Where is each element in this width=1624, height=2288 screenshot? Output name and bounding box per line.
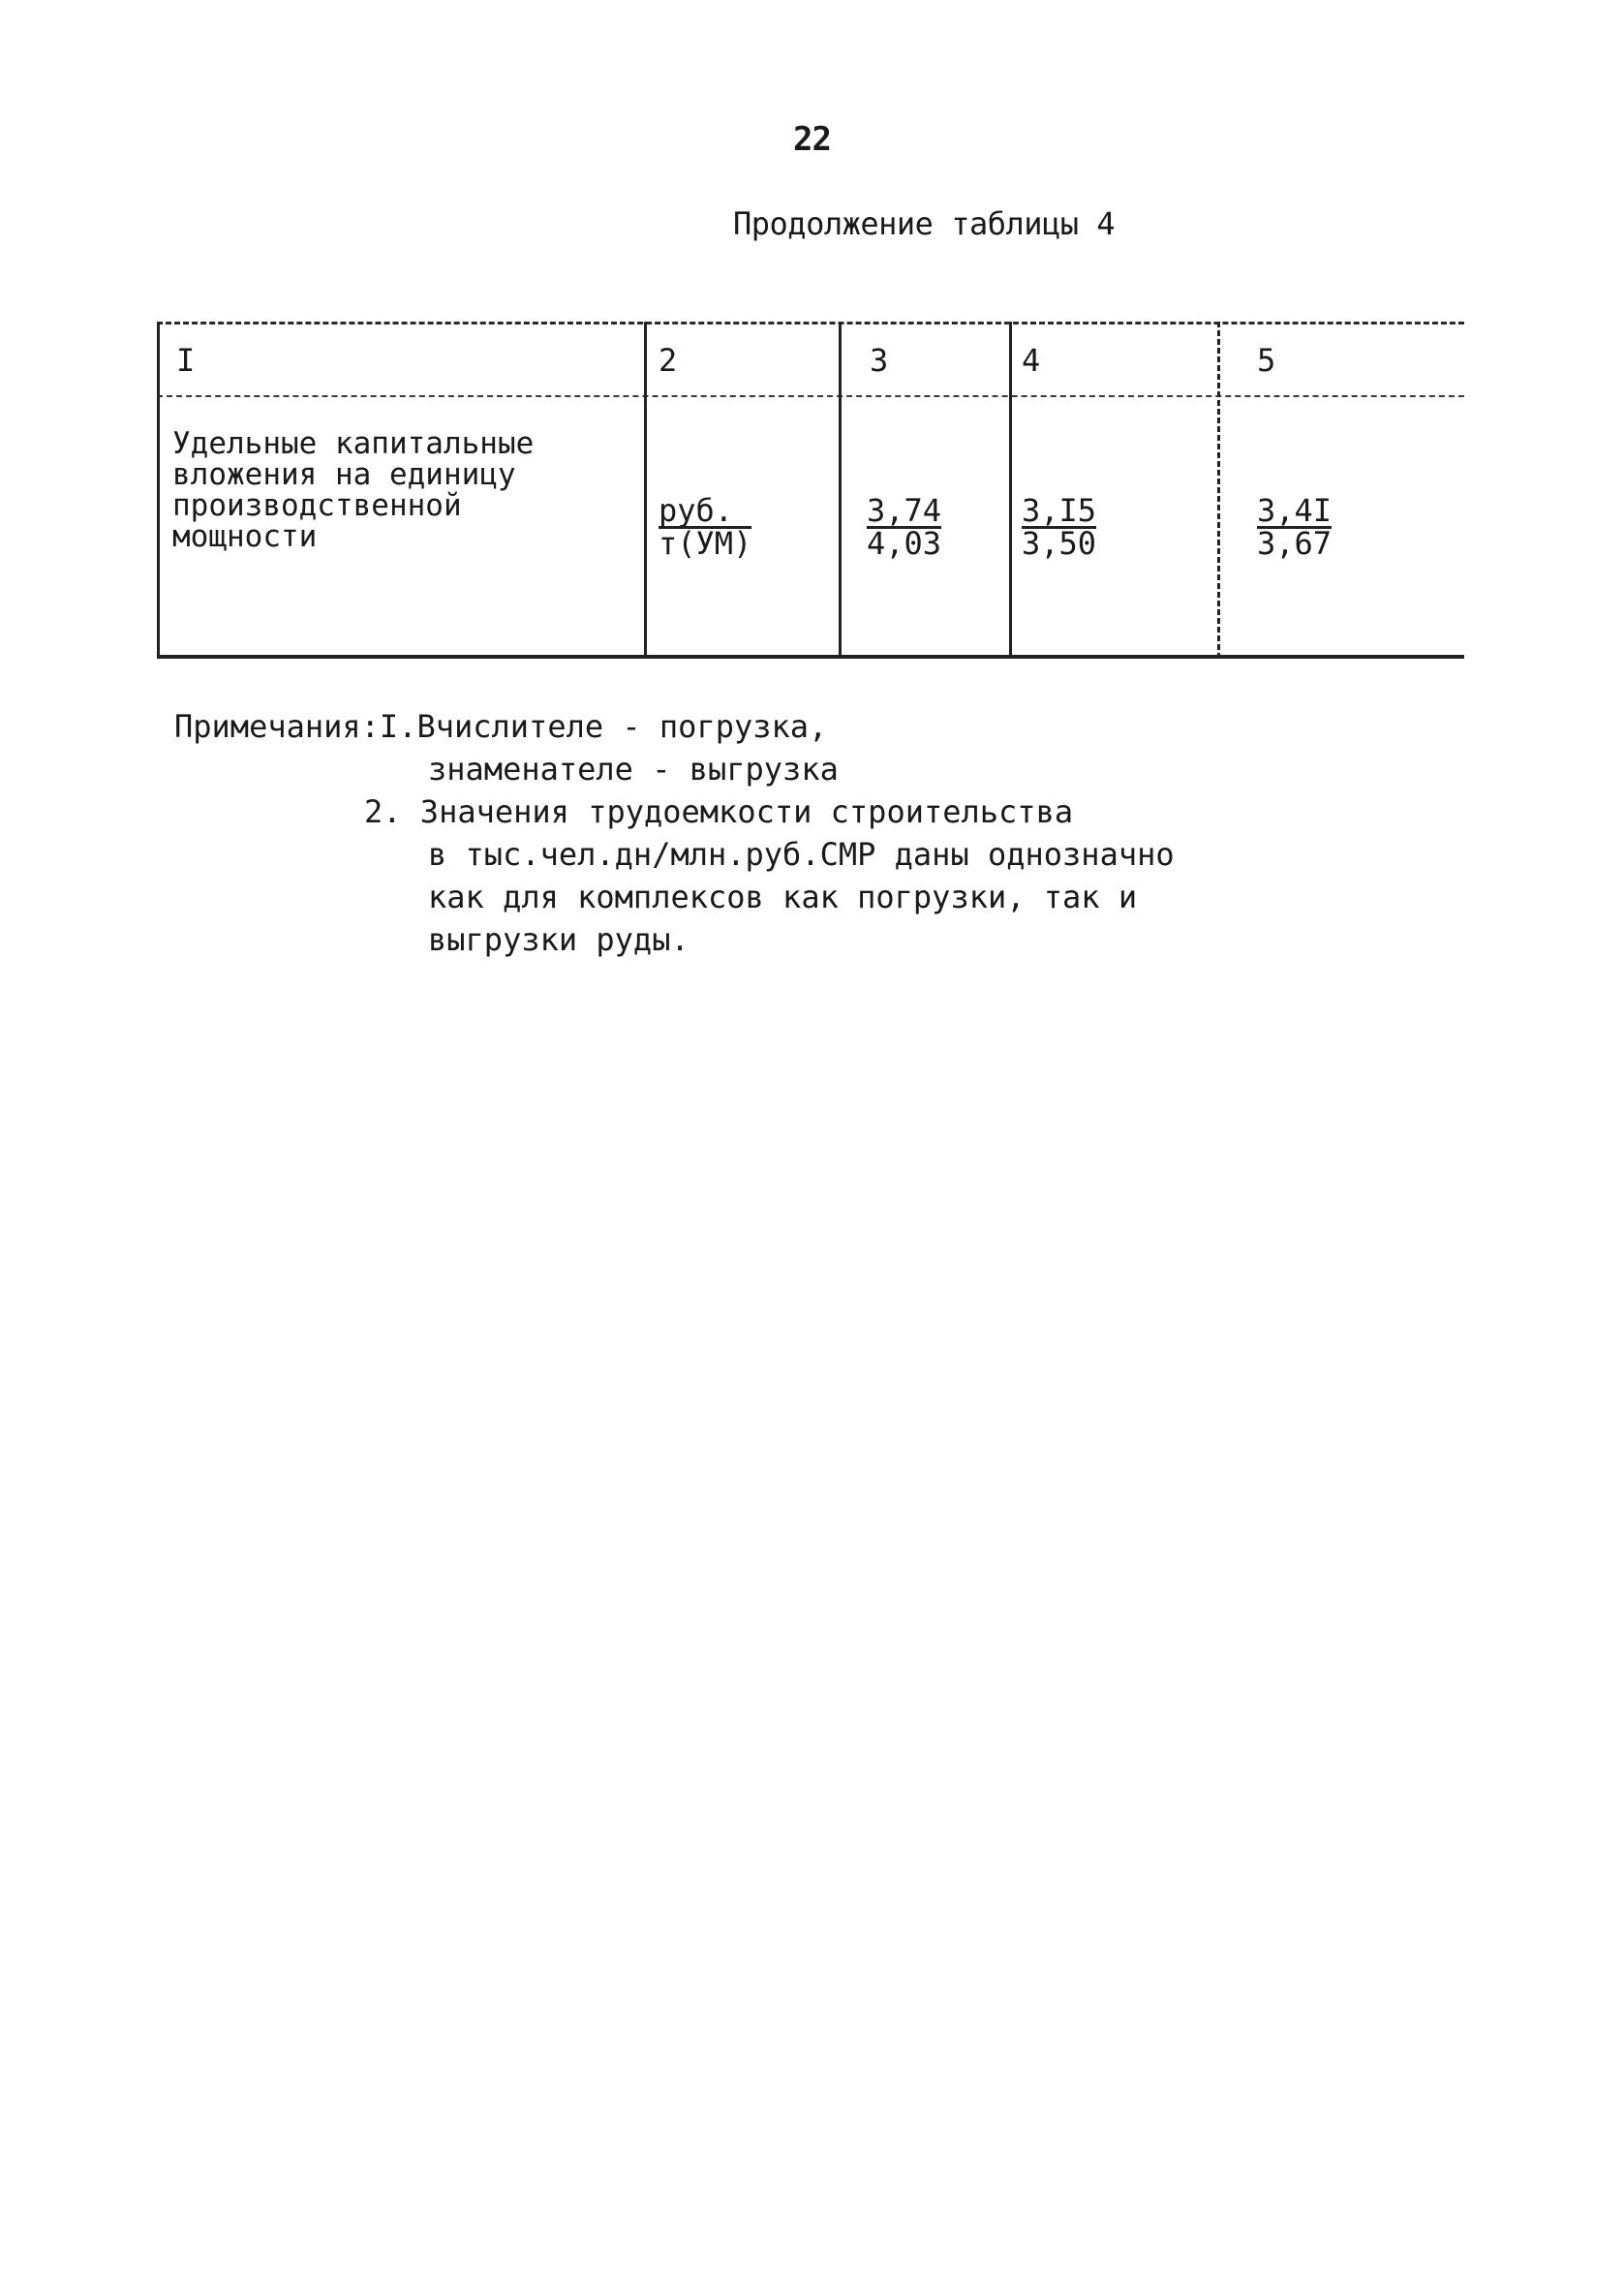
table-caption: Продолжение таблицы 4 bbox=[733, 205, 1116, 242]
note-line: Примечания:I.Вчислителе - погрузка, bbox=[174, 708, 828, 745]
page-number: 22 bbox=[793, 120, 831, 159]
row-label-line: производственной bbox=[172, 488, 462, 523]
column-divider bbox=[1217, 322, 1220, 659]
row-label-line: мощности bbox=[172, 519, 318, 554]
note-line: выгрузки руды. bbox=[428, 921, 689, 958]
value-numerator: 3,4I bbox=[1257, 492, 1333, 529]
value-numerator: 3,74 bbox=[867, 492, 942, 529]
unit-fraction bbox=[659, 492, 752, 562]
column-header-3: 3 bbox=[870, 342, 889, 379]
value-fraction-col3 bbox=[867, 492, 942, 562]
table-left-border bbox=[157, 322, 160, 659]
note-line: в тыс.чел.дн/млн.руб.СМР даны однозначно bbox=[428, 836, 1175, 873]
value-fraction-col5 bbox=[1257, 492, 1333, 562]
value-fraction-col4 bbox=[1022, 492, 1097, 562]
row-label-line: вложения на единицу bbox=[172, 457, 516, 492]
column-header-2: 2 bbox=[659, 342, 678, 379]
column-header-1: I bbox=[176, 342, 196, 379]
column-header-5: 5 bbox=[1257, 342, 1276, 379]
note-line: знаменателе - выгрузка bbox=[428, 751, 839, 788]
value-numerator: 3,I5 bbox=[1022, 492, 1097, 529]
value-denominator: 4,03 bbox=[867, 525, 942, 562]
unit-denominator: т(УМ) bbox=[659, 525, 752, 562]
value-denominator: 3,50 bbox=[1022, 525, 1097, 562]
note-line: 2. Значения трудоемкости строительства bbox=[364, 793, 1074, 830]
unit-numerator: руб. bbox=[659, 496, 751, 529]
note-line: как для комплексов как погрузки, так и bbox=[428, 879, 1138, 915]
data-table bbox=[157, 322, 1464, 659]
value-denominator: 3,67 bbox=[1257, 525, 1333, 562]
column-divider bbox=[644, 322, 647, 659]
column-divider bbox=[839, 322, 842, 659]
table-top-border bbox=[157, 322, 1464, 325]
column-divider bbox=[1009, 322, 1012, 659]
row-label-line: Удельные капитальные bbox=[172, 426, 535, 461]
table-header-divider bbox=[157, 395, 1464, 397]
column-header-4: 4 bbox=[1022, 342, 1041, 379]
table-bottom-border bbox=[157, 655, 1464, 659]
row-label bbox=[172, 428, 637, 552]
